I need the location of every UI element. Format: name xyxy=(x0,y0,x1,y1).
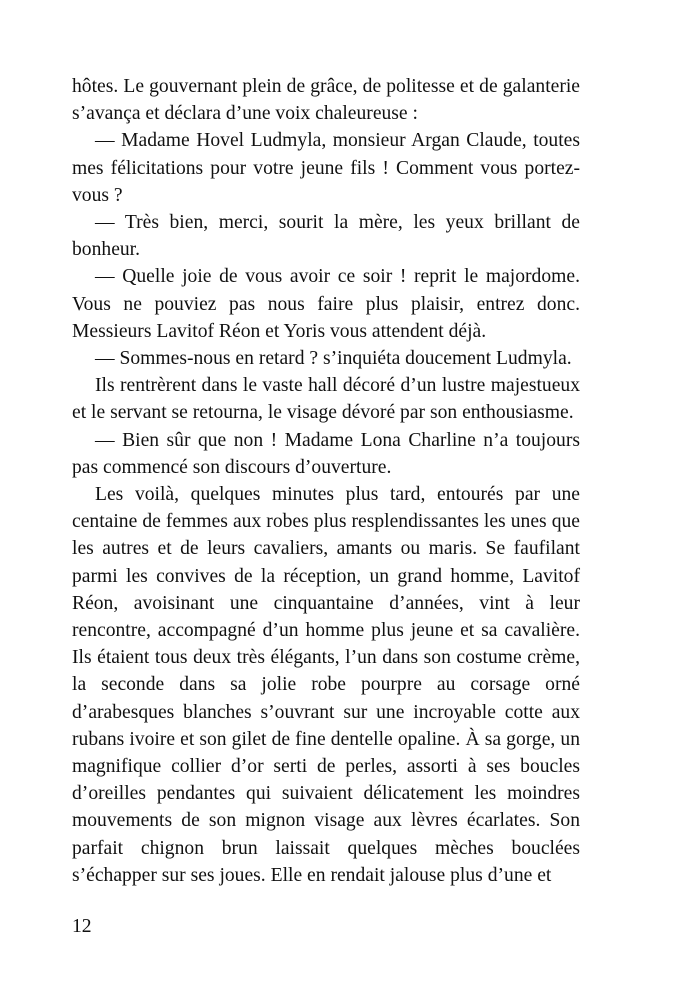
paragraph-continuation: hôtes. Le gouvernant plein de grâce, de politesse et de galanterie s’avança et déclara d’une voix chaleureuse : xyxy=(72,76,580,125)
paragraph-reception: Les voilà, quelques minutes plus tard, entourés par une centaine de femmes aux robes plus resplendissantes les unes que les autres et de leurs cavaliers, amants ou maris. Se faufilant parmi les convives de la réception, un grand homme, Lavitof Réon, avoisinant une cinquantaine d’années, vint à leur rencontre, accompagné d’un homme plus jeune et sa cavalière. Ils étaient tous deux très élégants, l’un dans son costume crème, la seconde dans sa jolie robe pourpre au corsage orné d’arabesques blanches s’ouvrant sur une incroyable cotte aux rubans ivoire et son gilet de fine dentelle opaline. À sa gorge, un magnifique collier d’or serti de perles, assorti à ses boucles d’oreilles pendantes qui suivaient délicatement les moindres mouvements de son mignon visage aux lèvres écarlates. Son parfait chignon brun laissait quelques mèches bouclées s’échapper sur ses joues. Elle en rendait jalouse plus d’une et xyxy=(72,484,580,886)
page-number: 12 xyxy=(72,916,92,937)
paragraph-dialogue-governor: — Madame Hovel Ludmyla, monsieur Argan Claude, toutes mes félicitations pour votre jeune fils ! Comment vous portez-vous ? xyxy=(72,130,580,206)
narration-section xyxy=(72,481,580,889)
dialogue-section xyxy=(72,73,580,481)
paragraph-narration-hall: Ils rentrèrent dans le vaste hall décoré d’un lustre majestueux et le servant se retourna, le visage dévoré par son enthousiasme. xyxy=(72,375,580,424)
paragraph-dialogue-servant: — Bien sûr que non ! Madame Lona Charline n’a toujours pas commencé son discours d’ouverture. xyxy=(72,429,580,478)
paragraph-dialogue-mother: — Très bien, merci, sourit la mère, les yeux brillant de bonheur. xyxy=(72,212,580,261)
paragraph-dialogue-ludmyla: — Sommes-nous en retard ? s’inquiéta doucement Ludmyla. xyxy=(95,348,572,370)
paragraph-dialogue-majordome: — Quelle joie de vous avoir ce soir ! reprit le majordome. Vous ne pouviez pas nous faire plus plaisir, entrez donc. Messieurs Lavitof Réon et Yoris vous attendent déjà. xyxy=(72,266,580,342)
